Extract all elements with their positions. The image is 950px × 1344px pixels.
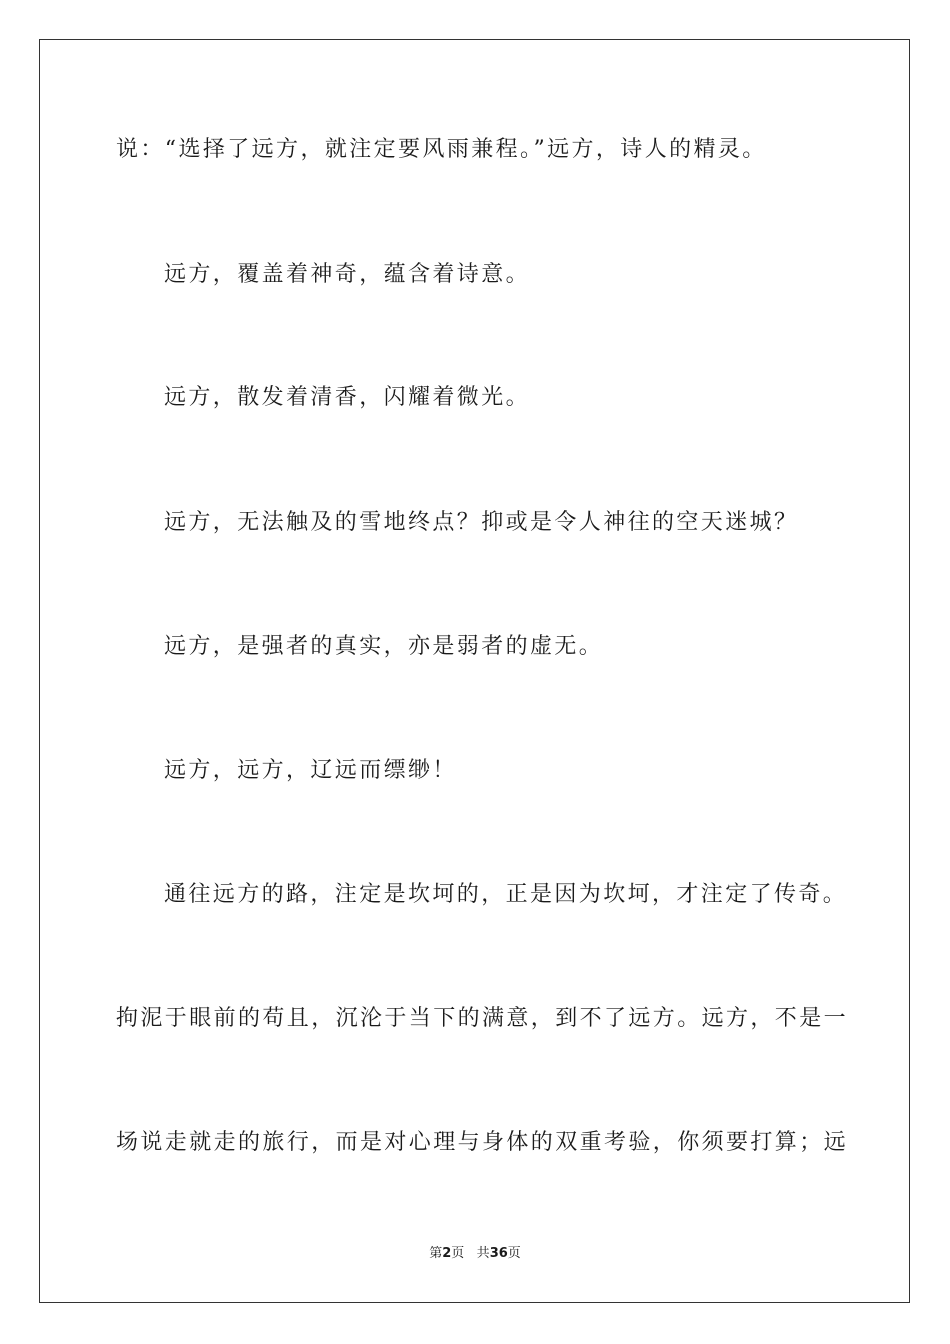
page-footer [0, 1245, 950, 1263]
footer-page-suffix: 页 [451, 1246, 465, 1261]
body-line-6: 远方，远方，辽远而缥缈！ [164, 758, 457, 783]
body-line-5: 远方，是强者的真实，亦是弱者的虚无。 [164, 634, 604, 659]
body-line-7: 通往远方的路，注定是坎坷的，正是因为坎坷，才注定了传奇。 [164, 882, 848, 907]
body-line-8: 拘泥于眼前的苟且，沉沦于当下的满意，到不了远方。远方，不是一 [116, 1006, 849, 1031]
page-border [39, 39, 910, 1303]
footer-page-prefix: 第 [429, 1246, 443, 1261]
footer-total-pages: 36 [489, 1246, 508, 1261]
body-line-9: 场说走就走的旅行，而是对心理与身体的双重考验，你须要打算；远 [116, 1130, 849, 1155]
body-line-1: 说：“选择了远方，就注定要风雨兼程。”远方，诗人的精灵。 [116, 137, 767, 162]
body-line-4: 远方，无法触及的雪地终点？抑或是令人神往的空天迷城？ [164, 510, 799, 535]
body-line-3: 远方，散发着清香，闪耀着微光。 [164, 385, 531, 410]
body-line-2: 远方，覆盖着神奇，蕴含着诗意。 [164, 262, 531, 287]
footer-total-suffix: 页 [507, 1246, 521, 1261]
footer-page-number: 2 [442, 1246, 452, 1261]
footer-total-prefix: 共 [476, 1246, 490, 1261]
